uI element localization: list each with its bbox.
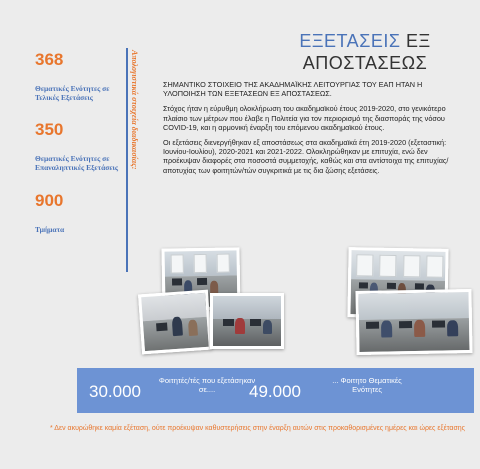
stat-number-themes-repeat: 350 (35, 120, 64, 139)
banner-number-students: 30.000 (89, 382, 141, 401)
title-line2: ΑΠΟΣΤΑΣΕΩΣ (302, 53, 428, 73)
paragraph-details: Οι εξετάσεις διενεργήθηκαν εξ αποστάσεως στα ακαδημαϊκά έτη 2019-2020 (εξεταστική: Ιουνίου-Ιουλίου), 2020-2021 και 2021-2022. Ολοκληρώθηκαν με επιτυχία, ενώ δεν προέκυψαν διαφορές στα ποσοστά συμμετοχής, καθώς και στα αντίστοιχα της επιτυχίας/αποτυχίας των φοιτητών/τών συγκριτικά με τις δια ζώσης εξετάσεις. (163, 138, 449, 175)
lead-paragraph: ΣΗΜΑΝΤΙΚΟ ΣΤΟΙΧΕΙΟ ΤΗΣ ΑΚΑΔΗΜΑΪΚΗΣ ΛΕΙΤΟΥΡΓΙΑΣ ΤΟΥ ΕΑΠ ΗΤΑΝ Η ΥΛΟΠΟΙΗΣΗ ΤΩΝ ΕΞΕΤΑΣΕΩΝ ΕΞ ΑΠΟΣΤΑΣΕΩΣ. (163, 80, 423, 99)
stat-number-sections: 900 (35, 191, 64, 210)
title-highlight: ΕΞΕΤΑΣΕΙΣ (299, 31, 401, 51)
exam-room-photo (355, 289, 472, 355)
banner-label-students: Φοιτητές/τές που εξετάσηκαν σε.... (158, 376, 256, 394)
footnote: * Δεν ακυρώθηκε καμία εξέταση, ούτε προέκυψαν καθυστερήσεις στην έναρξη αυτών στις προκαθορισμένες ημέρες και ώρες εξέτασης (50, 425, 466, 432)
banner-label-themes: ... Φοιτητο Θεματικές Ενότητες (332, 376, 402, 394)
side-caption: Απολογιστικά στοιχεία διαδικασίας: (130, 50, 139, 170)
stats-banner (77, 368, 474, 413)
stat-label-themes-final: Θεματικές Ενότητες σε Τελικές Εξετάσεις (35, 84, 110, 102)
stat-number-themes-final: 368 (35, 50, 64, 69)
title-word: ΕΞ (405, 31, 431, 51)
stat-label-themes-repeat: Θεματικές Ενότητες σε Επαναληπτικές Εξετάσεις (35, 154, 119, 172)
stat-label-sections: Τμήματα (35, 225, 65, 234)
body-text (163, 80, 463, 181)
exam-room-photo (210, 293, 284, 349)
photo-collage (140, 248, 340, 368)
page-title (255, 30, 475, 74)
banner-number-themes: 49.000 (249, 382, 301, 401)
divider-line (126, 48, 128, 272)
exam-room-photo (138, 290, 212, 355)
paragraph-goal: Στόχος ήταν η εύρυθμη ολοκλήρωση του ακαδημαϊκού έτους 2019-2020, στο γενικότερο πλαίσιο των μέτρων που έλαβε η Πολιτεία για τον περιορισμό της διασποράς της νόσου COVID-19, και η αρμονική έναρξη του επόμενου ακαδημαϊκού έτους. (163, 104, 446, 132)
